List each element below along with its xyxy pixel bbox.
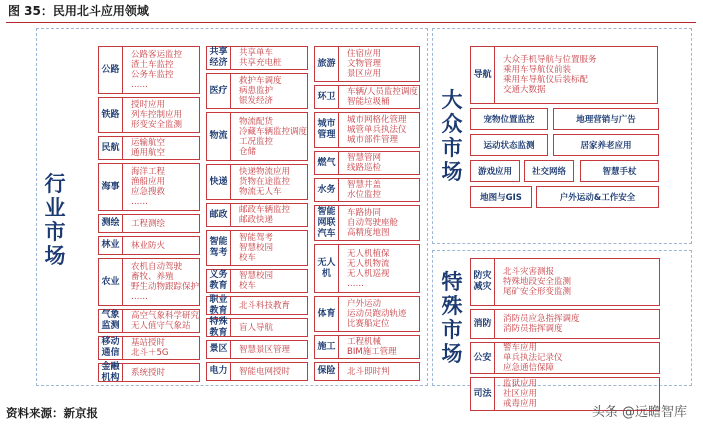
category-label: 司法 <box>470 377 494 411</box>
category-row <box>98 258 200 306</box>
item-text: 车路协同 <box>347 208 382 218</box>
category-items <box>230 318 308 337</box>
mass-app-box: 宠物位置监控 <box>470 108 548 130</box>
mass-app-box: 游戏应用 <box>470 160 520 182</box>
item-text: 野生动物跟踪保护 <box>131 282 200 292</box>
category-label: 导航 <box>470 46 494 104</box>
item-text: 比赛船定位 <box>347 319 390 329</box>
item-text: 无人值守气象站 <box>131 321 191 331</box>
item-text: 北斗即时判 <box>347 366 390 377</box>
category-row <box>314 85 420 109</box>
item-text: 北斗灾害测报 <box>503 267 555 277</box>
category-items <box>122 336 200 360</box>
category-items <box>338 178 420 202</box>
category-row <box>314 362 420 381</box>
item-text: 住宿应用 <box>347 49 382 59</box>
category-label: 测绘 <box>98 214 122 233</box>
category-label: 保险 <box>314 362 338 381</box>
item-text: 邮政车辆监控 <box>239 205 291 215</box>
watermark: 头条 @远瞻智库 <box>591 405 687 420</box>
item-text: …… <box>131 292 148 302</box>
category-row <box>206 296 308 315</box>
item-text: 北斗科技教育 <box>239 300 291 311</box>
item-text: 工程测绘 <box>131 218 166 229</box>
item-text: 共享单车 <box>239 48 274 58</box>
category-row <box>206 46 308 70</box>
item-text: 尾矿安全形变监测 <box>503 287 572 297</box>
category-items <box>122 46 200 94</box>
item-text: 警车应用 <box>503 343 538 353</box>
category-label: 城市管理 <box>314 112 338 148</box>
category-row <box>98 136 200 160</box>
item-text: 救护车调度 <box>239 76 282 86</box>
category-row <box>206 318 308 337</box>
category-row <box>98 163 200 211</box>
category-label: 海事 <box>98 163 122 211</box>
category-label: 特殊教育 <box>206 318 230 337</box>
item-text: 智慧管网 <box>347 153 382 163</box>
item-text: 景区应用 <box>347 69 382 79</box>
category-items <box>338 296 420 332</box>
category-row <box>206 112 308 161</box>
category-row <box>470 309 660 339</box>
category-row <box>206 362 308 381</box>
item-text: 仓储 <box>239 146 257 157</box>
item-text: 工况监控 <box>239 136 274 147</box>
category-label: 林业 <box>98 236 122 255</box>
item-text: 交通大数据 <box>503 85 546 95</box>
category-items <box>230 203 308 227</box>
item-text: 车辆/人员监控调度 <box>347 87 418 97</box>
item-text: 公路客运监控 <box>131 50 183 60</box>
category-row <box>206 73 308 109</box>
category-label: 民航 <box>98 136 122 160</box>
item-text: 文物管理 <box>347 59 382 69</box>
category-label: 邮政 <box>206 203 230 227</box>
item-text: 智慧景区管理 <box>239 344 291 355</box>
item-text: 戒毒应用 <box>503 399 538 409</box>
item-text: 校车 <box>239 281 257 291</box>
category-label: 无人机 <box>314 244 338 293</box>
item-text: 智慧井盖 <box>347 180 382 190</box>
category-label: 金融机构 <box>98 363 122 382</box>
item-text: …… <box>131 80 148 90</box>
category-label: 铁路 <box>98 97 122 133</box>
item-text: 渔船应用 <box>131 177 166 187</box>
item-text: 智慧校园 <box>239 271 274 281</box>
category-row <box>314 178 420 202</box>
category-label: 燃气 <box>314 151 338 175</box>
item-text: 无人机物流 <box>347 258 390 269</box>
category-items <box>338 244 420 293</box>
item-text: 城市部件管理 <box>347 135 399 145</box>
category-row <box>470 46 658 104</box>
item-text: 货物在途监控 <box>239 177 291 187</box>
item-text: 校车 <box>239 253 257 263</box>
category-row <box>314 335 420 359</box>
mass-app-box: 运动状态监测 <box>470 134 548 156</box>
item-text: 物流无人车 <box>239 187 282 197</box>
category-items <box>338 112 420 148</box>
item-text: 农机自动驾驶 <box>131 262 183 272</box>
category-row <box>314 244 420 293</box>
category-items <box>230 164 308 200</box>
source-note: 资料来源：新京报 <box>6 406 98 420</box>
mass-app-box: 社交网络 <box>524 160 574 182</box>
category-row <box>98 363 200 382</box>
item-text: 自动驾驶座舱 <box>347 218 399 228</box>
category-label: 医疗 <box>206 73 230 109</box>
item-text: 监狱应用 <box>503 379 538 389</box>
category-row <box>314 205 420 241</box>
category-row <box>98 46 200 94</box>
category-row <box>98 214 200 233</box>
item-text: 大众手机导航与位置服务 <box>503 55 597 65</box>
item-text: 林业防火 <box>131 240 166 251</box>
item-text: 智慧校园 <box>239 243 274 253</box>
category-items <box>122 363 200 382</box>
category-label: 智能网联汽车 <box>314 205 338 241</box>
category-items <box>230 296 308 315</box>
item-text: 线路巡检 <box>347 163 382 173</box>
mass-market-label: 大 众 市 场 <box>441 88 463 184</box>
item-text: 海洋工程 <box>131 167 166 177</box>
item-text: 应急搜救 <box>131 187 166 197</box>
category-items <box>230 362 308 381</box>
item-text: 快递物流应用 <box>239 167 291 177</box>
item-text: 系统授时 <box>131 367 166 378</box>
category-label: 景区 <box>206 340 230 359</box>
item-text: 运动员跑动轨迹 <box>347 309 407 319</box>
category-label: 气象监测 <box>98 309 122 333</box>
category-label: 快递 <box>206 164 230 200</box>
category-items <box>230 269 308 293</box>
item-text: 水位监控 <box>347 190 382 200</box>
category-items <box>122 309 200 333</box>
category-row <box>206 269 308 293</box>
category-label: 职业教育 <box>206 296 230 315</box>
category-label: 消防 <box>470 309 494 339</box>
category-items <box>494 46 658 104</box>
category-items <box>338 335 420 359</box>
category-row <box>98 336 200 360</box>
item-text: 病患监护 <box>239 86 274 96</box>
item-text: 授时应用 <box>131 100 166 110</box>
category-row <box>314 112 420 148</box>
mass-app-box: 地图与GIS <box>470 186 532 208</box>
item-text: 共享充电桩 <box>239 58 282 68</box>
item-text: 乘用车导航仪后装标配 <box>503 75 589 85</box>
mass-app-box: 智慧手杖 <box>580 160 659 182</box>
category-items <box>122 136 200 160</box>
category-row <box>206 230 308 266</box>
category-items <box>230 112 308 161</box>
item-text: …… <box>131 197 148 207</box>
category-items <box>122 258 200 306</box>
figure-title: 图 35：民用北斗应用领域 <box>6 2 696 23</box>
item-text: 消防员指挥调度 <box>503 324 563 334</box>
item-text: 冷藏车辆监控调度 <box>239 126 308 137</box>
item-text: 运输航空 <box>131 138 166 148</box>
category-items <box>494 258 660 306</box>
category-label: 环卫 <box>314 85 338 109</box>
category-label: 旅游 <box>314 46 338 82</box>
category-row <box>314 296 420 332</box>
category-label: 义务教育 <box>206 269 230 293</box>
item-text: 智能垃圾桶 <box>347 97 390 107</box>
category-items <box>338 205 420 241</box>
item-text: 消防员应急指挥调度 <box>503 314 580 324</box>
item-text: 邮政快递 <box>239 215 274 225</box>
category-items <box>338 46 420 82</box>
category-label: 水务 <box>314 178 338 202</box>
mass-app-box: 地理营销与广告 <box>553 108 659 130</box>
category-label: 体育 <box>314 296 338 332</box>
item-text: 工程机械 <box>347 337 382 347</box>
item-text: 物流配货 <box>239 116 274 127</box>
category-items <box>338 151 420 175</box>
item-text: …… <box>347 278 364 289</box>
category-row <box>314 46 420 82</box>
item-text: 畜牧、养殖 <box>131 272 174 282</box>
category-row <box>470 258 660 306</box>
category-items <box>230 73 308 109</box>
category-items <box>338 85 420 109</box>
mass-app-box: 居家养老应用 <box>553 134 659 156</box>
category-label: 农业 <box>98 258 122 306</box>
category-items <box>230 230 308 266</box>
item-text: 盲人导航 <box>239 322 274 333</box>
item-text: 公务车监控 <box>131 70 174 80</box>
category-items <box>494 342 660 374</box>
item-text: 户外运动 <box>347 299 382 309</box>
item-text: 渣土车监控 <box>131 60 174 70</box>
item-text: 城市网格化管理 <box>347 115 407 125</box>
item-text: 智能电网授时 <box>239 366 291 377</box>
item-text: 智能驾考 <box>239 233 274 243</box>
category-row <box>98 236 200 255</box>
category-items <box>122 214 200 233</box>
item-text: 基站授时 <box>131 338 166 348</box>
category-label: 公安 <box>470 342 494 374</box>
item-text: 高空气象科学研究 <box>131 311 200 321</box>
mass-app-box: 户外运动&工作安全 <box>536 186 659 208</box>
item-text: 列车控制应用 <box>131 110 183 120</box>
item-text: 通用航空 <box>131 148 166 158</box>
item-text: 无人机巡视 <box>347 268 390 279</box>
item-text: 单兵执法记录仪 <box>503 353 563 363</box>
industry-market-label: 行 业 市 场 <box>44 172 66 268</box>
category-items <box>122 97 200 133</box>
category-items <box>122 236 200 255</box>
category-row <box>314 151 420 175</box>
category-items <box>230 340 308 359</box>
item-text: 特殊地段安全监测 <box>503 277 572 287</box>
category-label: 移动通信 <box>98 336 122 360</box>
category-row <box>206 164 308 200</box>
category-items <box>338 362 420 381</box>
item-text: 形变安全监测 <box>131 120 183 130</box>
item-text: 无人机植保 <box>347 248 390 259</box>
item-text: 银发经济 <box>239 96 274 106</box>
category-label: 公路 <box>98 46 122 94</box>
special-market-label: 特 殊 市 场 <box>441 270 463 366</box>
category-items <box>230 46 308 70</box>
category-label: 电力 <box>206 362 230 381</box>
category-row <box>470 342 660 374</box>
category-label: 智能驾考 <box>206 230 230 266</box>
category-items <box>494 309 660 339</box>
item-text: 社区应用 <box>503 389 538 399</box>
category-label: 防灾减灾 <box>470 258 494 306</box>
item-text: 乘用车导航仪前装 <box>503 65 572 75</box>
item-text: 应急通信保障 <box>503 363 555 373</box>
category-row <box>206 340 308 359</box>
category-label: 物流 <box>206 112 230 161</box>
category-row <box>98 97 200 133</box>
item-text: 城管单兵执法仪 <box>347 125 407 135</box>
category-row <box>206 203 308 227</box>
item-text: 北斗＋5G <box>131 348 169 358</box>
item-text: BIM施工管理 <box>347 347 397 357</box>
item-text: 高精度地图 <box>347 228 390 238</box>
category-label: 共享经济 <box>206 46 230 70</box>
category-row <box>98 309 200 333</box>
category-items <box>122 163 200 211</box>
category-label: 施工 <box>314 335 338 359</box>
